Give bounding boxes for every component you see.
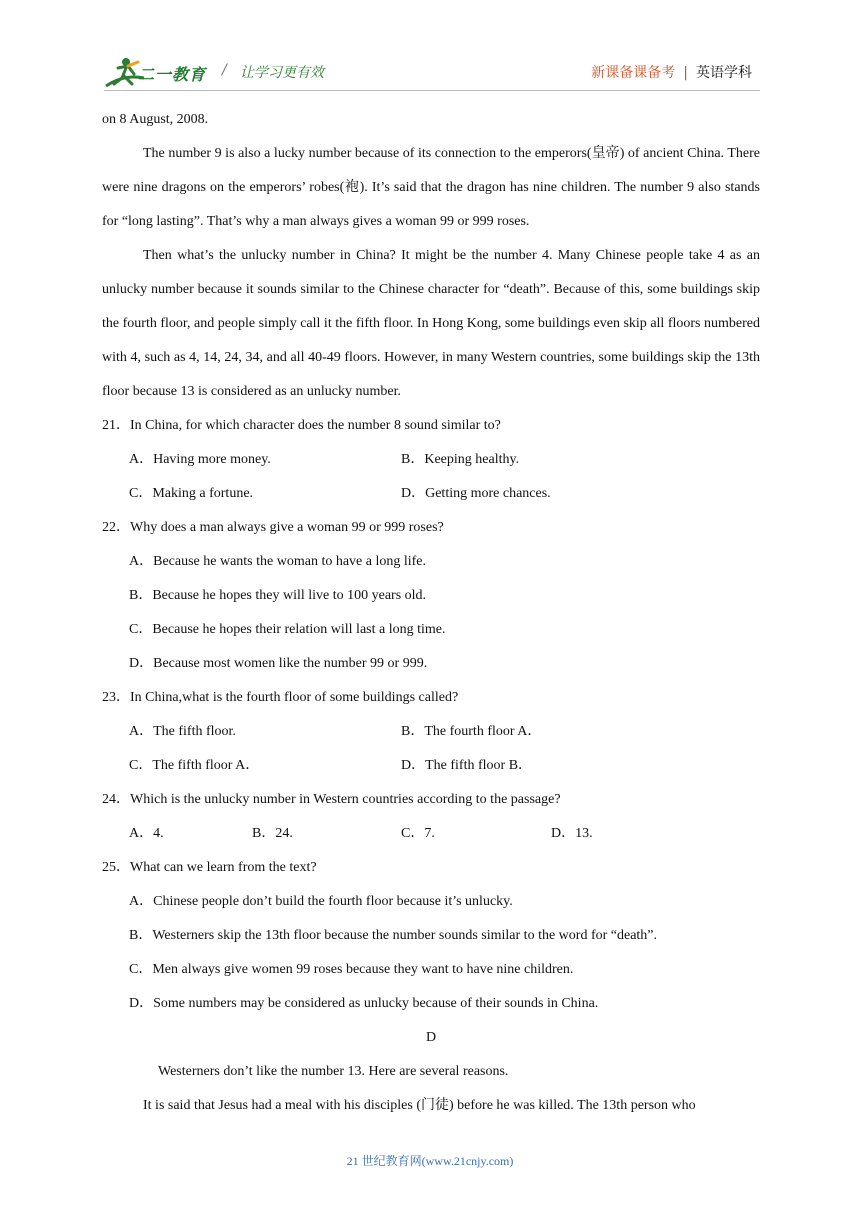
paragraph-1 xyxy=(102,137,760,239)
section-d-line-2: It is said that Jesus had a meal with his disciples (门徒) before he was killed. The 13th person who xyxy=(143,1098,696,1113)
text-line: on 8 August, 2008. xyxy=(102,112,209,127)
paragraph-text: The number 9 is also a lucky number because of its connection to the emperors(皇帝) of ancient China. There were nine dragons on the emperors’ robes(袍). It’s said that the dragon has nine children. The number 9 also stands for “long lasting”. That’s why a man always gives a woman 99 or 999 roses. xyxy=(102,146,760,229)
header-slash: / xyxy=(222,62,227,78)
option-c: C．Men always give women 99 roses because they want to have nine children. xyxy=(129,962,574,977)
option-b: B．The fourth floor A． xyxy=(401,724,542,739)
question-23-options-row-2 xyxy=(102,749,760,783)
option-c: C．7. xyxy=(401,826,435,841)
page-footer: 21 世纪教育网(www.21cnjy.com) xyxy=(346,1154,514,1168)
option-d: D．Getting more chances. xyxy=(401,486,551,501)
question-21-stem: 21．In China, for which character does the number 8 sound similar to? xyxy=(102,418,501,433)
section-d-label: D xyxy=(425,1030,437,1045)
option-b: B．Because he hopes they will live to 100 years old. xyxy=(129,588,427,603)
question-21-options-row-1 xyxy=(102,443,760,477)
logo-text: 二一教育 xyxy=(138,65,207,84)
option-c: C．The fifth floor A． xyxy=(129,758,260,773)
question-23-stem: 23．In China,what is the fourth floor of some buildings called? xyxy=(102,690,459,705)
option-d: D．The fifth floor B． xyxy=(401,758,533,773)
option-a: A．The fifth floor. xyxy=(129,724,236,739)
page-header xyxy=(0,0,860,96)
option-a: A．Chinese people don’t build the fourth floor because it’s unlucky. xyxy=(129,894,513,909)
header-divider xyxy=(104,90,760,91)
option-b: B．Keeping healthy. xyxy=(401,452,520,467)
option-d: D．Because most women like the number 99 or 999. xyxy=(129,656,428,671)
header-course-label: 新课备课备考 xyxy=(591,65,676,81)
option-c: C．Making a fortune. xyxy=(129,486,254,501)
option-d: D．Some numbers may be considered as unlucky because of their sounds in China. xyxy=(129,996,599,1011)
header-subject-label: 英语学科 xyxy=(696,65,752,81)
option-b: B．24. xyxy=(252,826,293,841)
question-24-stem: 24．Which is the unlucky number in Western countries according to the passage? xyxy=(102,792,561,807)
header-separator: | xyxy=(683,65,688,81)
paragraph-2 xyxy=(102,239,760,409)
option-a: A．4. xyxy=(129,826,164,841)
header-slogan: 让学习更有效 xyxy=(240,65,324,81)
section-d-line-1: Westerners don’t like the number 13. Here are several reasons. xyxy=(158,1064,509,1079)
question-22-stem: 22．Why does a man always give a woman 99 or 999 roses? xyxy=(102,520,444,535)
option-a: A．Having more money. xyxy=(129,452,271,467)
question-24-options-row xyxy=(102,817,760,851)
paragraph-text: Then what’s the unlucky number in China? It might be the number 4. Many Chinese people take 4 as an unlucky number because it sounds similar to the Chinese character for “death”. Because of this, some buildings skip the fourth floor, and people simply call it the fifth floor. In Hong Kong, some buildings even skip all floors numbered with 4, such as 4, 14, 24, 34, and all 40-49 floors. However, in many Western countries, some buildings skip the 13th floor because 13 is considered as an unlucky number. xyxy=(102,248,760,399)
question-25-stem: 25．What can we learn from the text? xyxy=(102,860,317,875)
option-d: D．13. xyxy=(551,826,593,841)
option-b: B．Westerners skip the 13th floor because the number sounds similar to the word for “death”. xyxy=(129,928,658,943)
question-21-options-row-2 xyxy=(102,477,760,511)
option-a: A．Because he wants the woman to have a long life. xyxy=(129,554,427,569)
question-23-options-row-1 xyxy=(102,715,760,749)
option-c: C．Because he hopes their relation will last a long time. xyxy=(129,622,446,637)
document-body xyxy=(102,103,760,1123)
header-right xyxy=(591,62,752,82)
